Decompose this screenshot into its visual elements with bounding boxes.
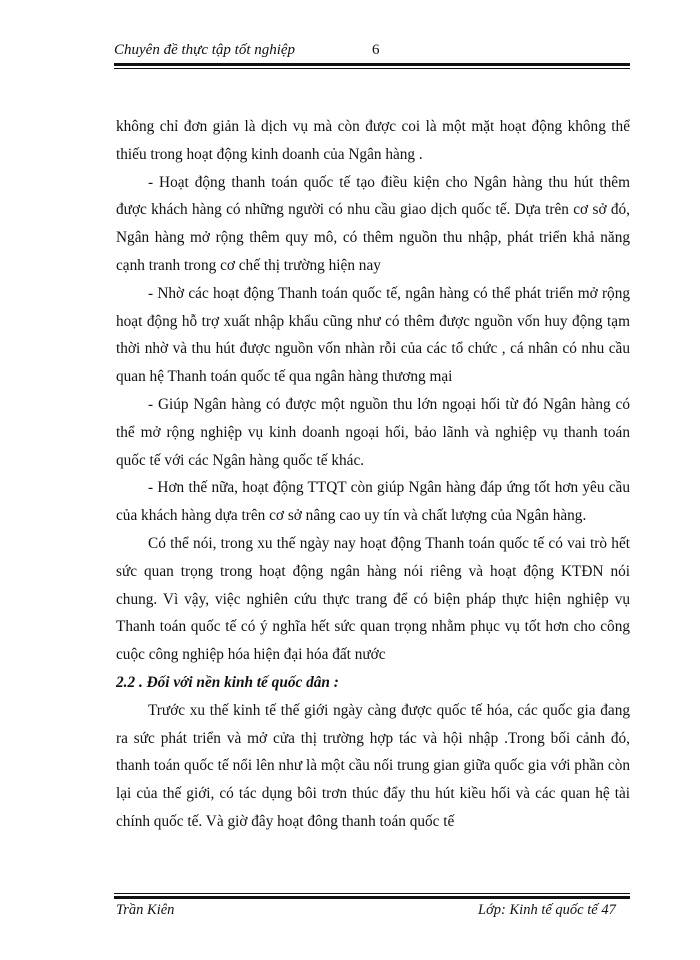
paragraph-customer-needs: - Hơn thế nữa, hoạt động TTQT còn giúp Ngân hàng đáp ứng tốt hơn yêu cầu của khách hàng dựa trên cơ sở nâng cao uy tín và chất lượng của Ngân hàng. <box>116 479 630 525</box>
paragraph-national-economy: Trước xu thế kinh tế thế giới ngày càng được quốc tế hóa, các quốc gia đang ra sức phát triển và mở cửa thị trường hợp tác và hội nhập .Trong bối cảnh đó, thanh toán quốc tế nổi lên như là một cầu nối trung gian giữa quốc gia với phần còn lại của thế giới, có tác dụng bôi trơn thúc đẩy thu hút kiều hối và các quan hệ tài chính quốc tế. Và giờ đây hoạt đông thanh toán quốc tế <box>116 701 630 830</box>
header-rule <box>114 63 630 69</box>
paragraph-conclusion: Có thể nói, trong xu thế ngày nay hoạt động Thanh toán quốc tế có vai trò hết sức quan trọng trong hoạt động ngân hàng nói riêng và hoạt động KTĐN nói chung. Vì vậy, việc nghiên cứu thực trang để có biện pháp thực hiện nghiệp vụ Thanh toán quốc tế có ý nghĩa hết sức quan trọng nhằm phục vụ tốt hơn cho công cuộc công nghiệp hóa hiện đại hóa đất nước <box>116 534 630 664</box>
section-heading: 2.2 . Đối với nền kinh tế quốc dân : <box>116 673 339 691</box>
page-body <box>116 113 630 836</box>
footer-rule <box>114 893 630 899</box>
footer-class-label: Lớp: Kinh tế quốc tế 47 <box>478 902 616 918</box>
footer-author: Trần Kiên <box>116 902 175 918</box>
page-number: 6 <box>372 42 380 58</box>
paragraph-continuation: không chỉ đơn giản là dịch vụ mà còn được coi là một mặt hoạt động không thể thiếu trong hoạt động kinh doanh của Ngân hàng . <box>116 118 630 163</box>
paragraph-expand-activities: - Nhờ các hoạt động Thanh toán quốc tế, ngân hàng có thể phát triển mở rộng hoạt động hỗ trợ xuất nhập khẩu cũng như có thêm được nguồn vốn huy động tạm thời nhờ và thu hút được nguồn vốn nhàn rỗi của các tổ chức , cá nhân có nhu cầu quan hệ Thanh toán quốc tế qua ngân hàng thương mại <box>116 284 630 386</box>
page-header <box>114 38 630 62</box>
paragraph-attract-customers: - Hoạt động thanh toán quốc tế tạo điều kiện cho Ngân hàng thu hút thêm được khách hàng có những người có nhu cầu giao dịch quốc tế. Dựa trên cơ sở đó, Ngân hàng mở rộng thêm quy mô, có thêm nguồn thu nhập, phát triển khả năng cạnh tranh trong cơ chế thị trường hiện nay <box>116 173 630 274</box>
header-title: Chuyên đề thực tập tốt nghiệp <box>114 42 296 58</box>
paragraph-foreign-exchange: - Giúp Ngân hàng có được một nguồn thu lớn ngoại hối từ đó Ngân hàng có thể mở rộng nghiệp vụ kinh doanh ngoại hối, bảo lãnh và nghiệp vụ thanh toán quốc tế với các Ngân hàng quốc tế khác. <box>116 395 630 469</box>
